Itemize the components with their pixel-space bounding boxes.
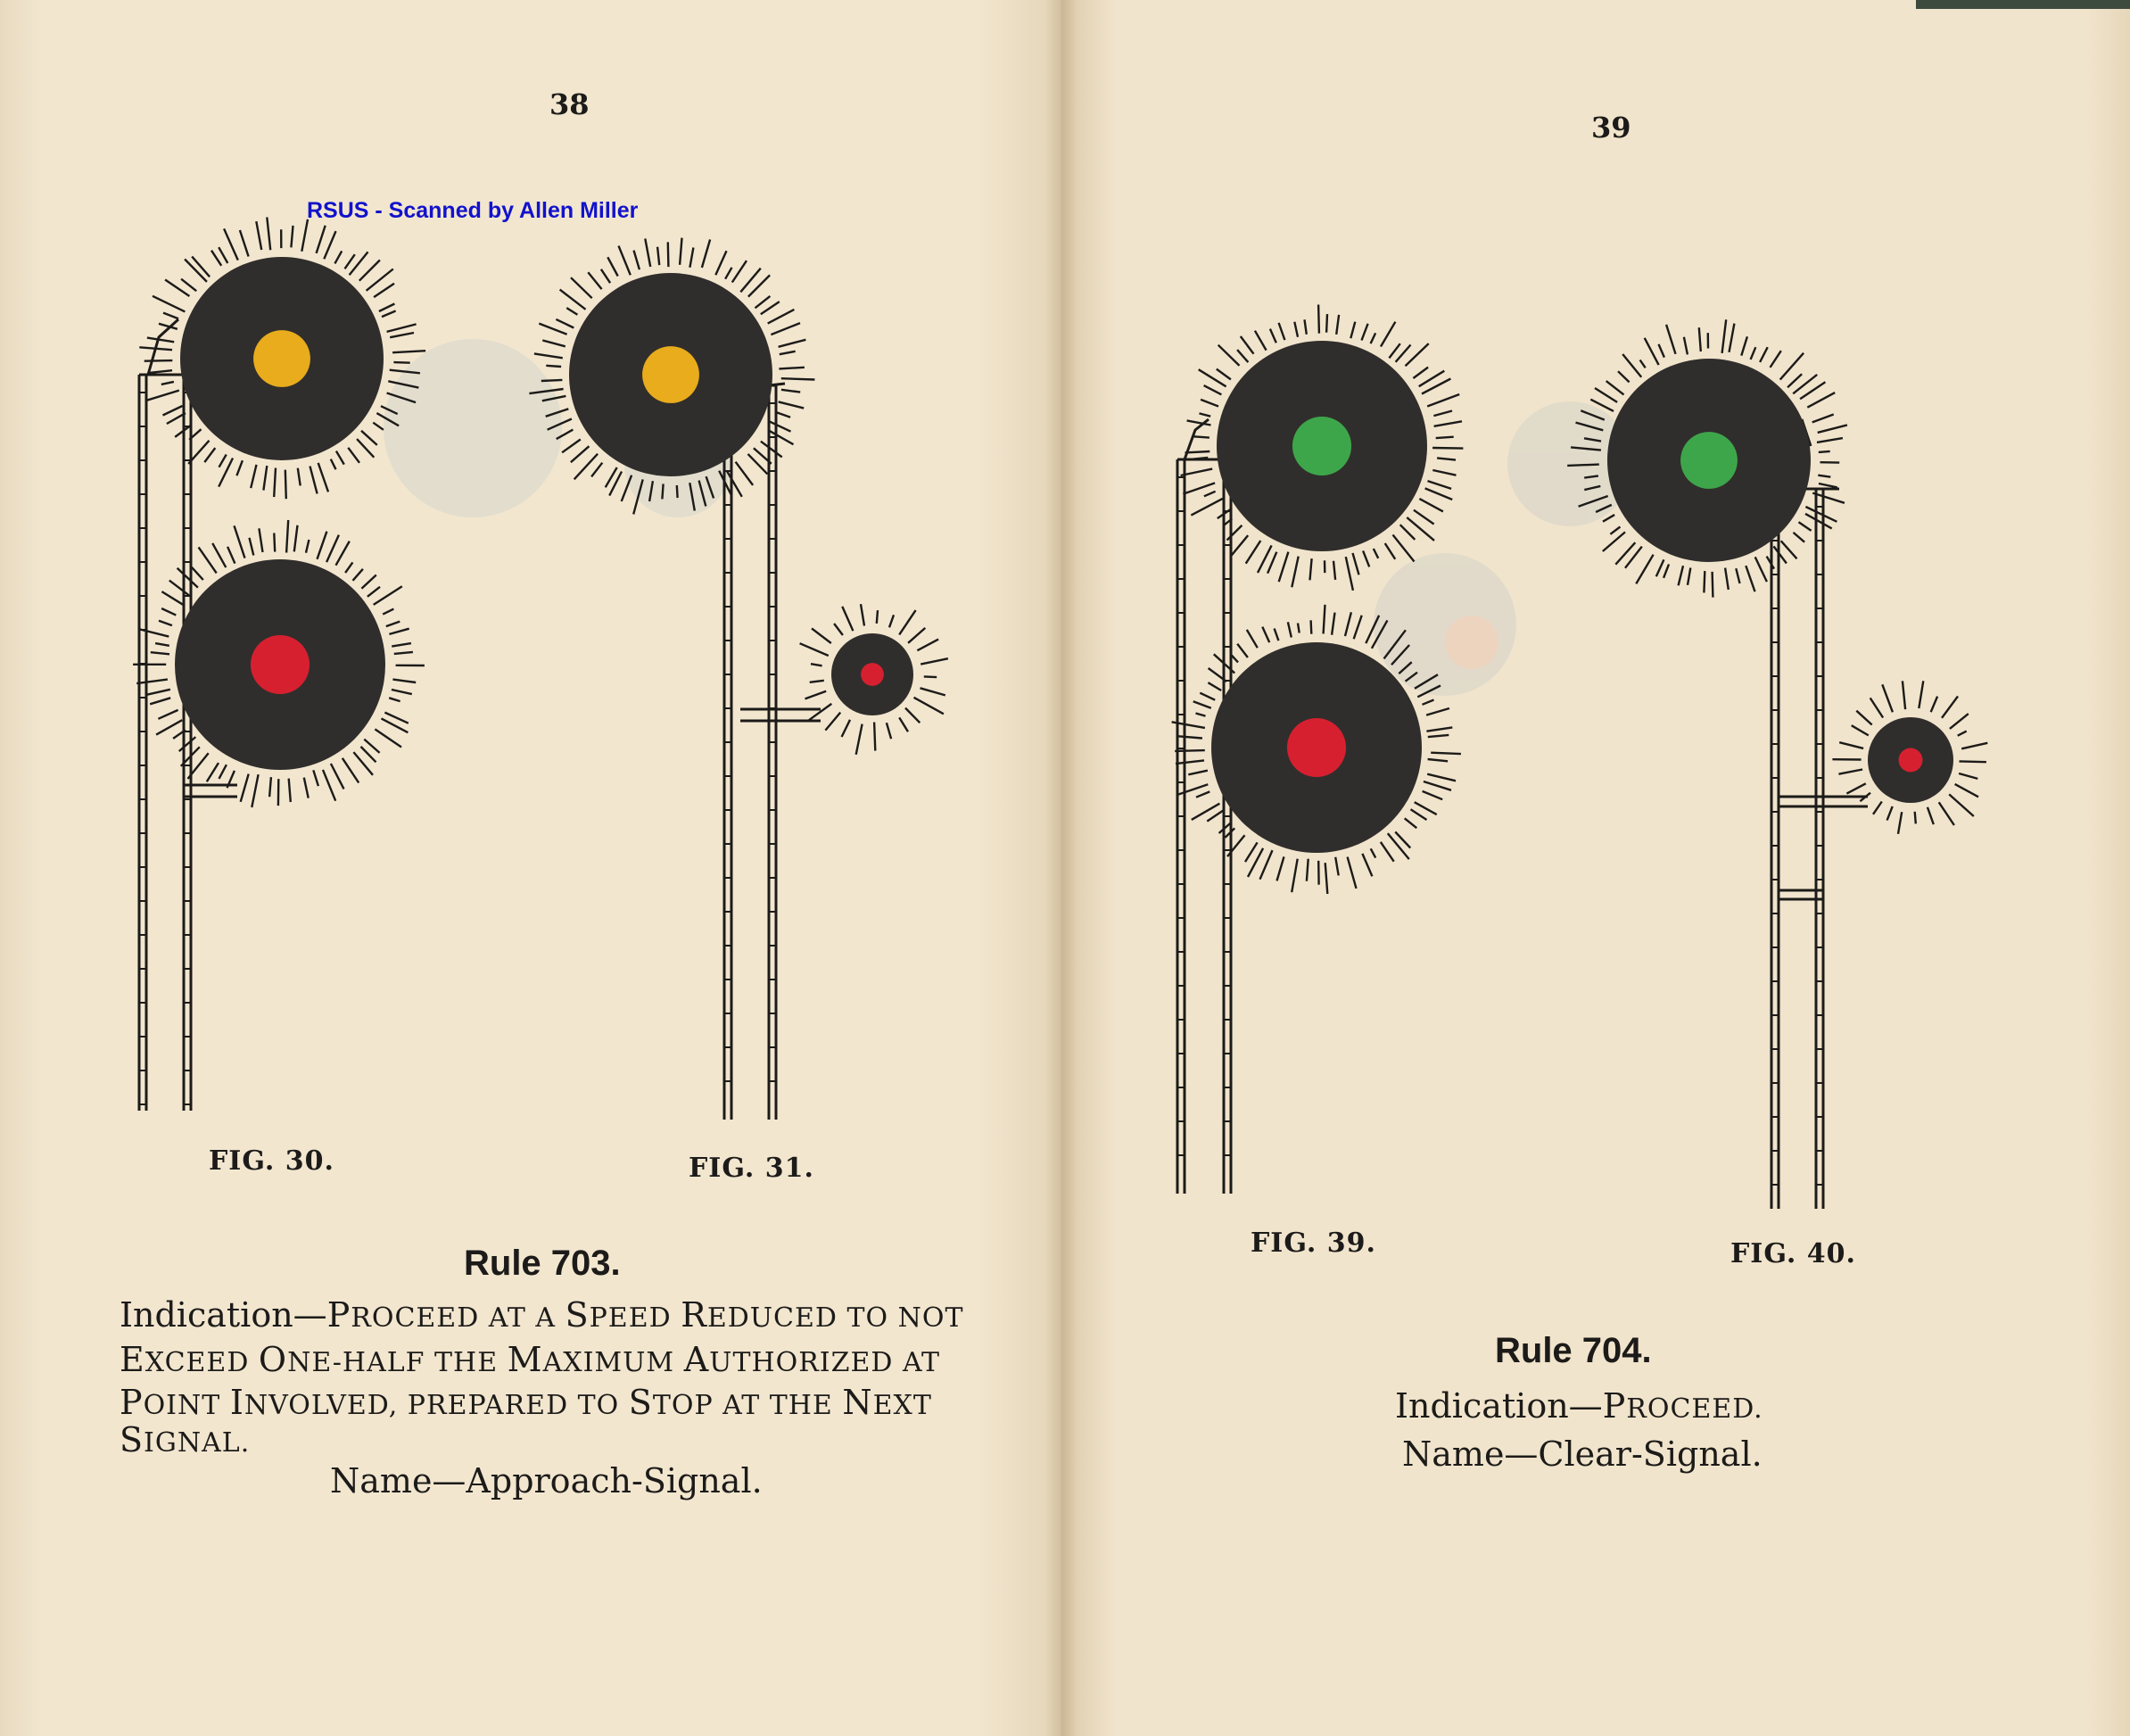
fig31-lower-signal bbox=[800, 604, 948, 755]
fig30-upper-signal-lamp-yellow bbox=[253, 330, 310, 387]
signal-name-704: Name—Clear-Signal. bbox=[1402, 1434, 1763, 1474]
indication-prefix: Indication— bbox=[1395, 1386, 1603, 1426]
bleed-disc-2 bbox=[1374, 553, 1516, 696]
fig40-lower-signal-lamp-red bbox=[1899, 748, 1923, 773]
indication-text: SIGNAL. bbox=[120, 1420, 251, 1459]
figure-label-31: FIG. 31. bbox=[689, 1153, 814, 1184]
indication-line-1 bbox=[120, 1295, 964, 1335]
fig30-upper-signal bbox=[139, 218, 425, 500]
indication-text: PROCEED AT A SPEED REDUCED TO NOT bbox=[326, 1295, 964, 1335]
indication-text: POINT INVOLVED, PREPARED TO STOP AT THE NEXT bbox=[120, 1383, 932, 1422]
fig40-upper-signal bbox=[1567, 319, 1847, 597]
page-number-left: 38 bbox=[549, 87, 590, 121]
indication-line-2 bbox=[120, 1340, 940, 1379]
figure-label-39: FIG. 39. bbox=[1251, 1228, 1376, 1259]
signal-name-703: Name—Approach-Signal. bbox=[330, 1461, 763, 1500]
bleed-lamp bbox=[1445, 616, 1498, 669]
fig39-lower-signal-lamp-red bbox=[1287, 718, 1346, 777]
indication-line-3 bbox=[120, 1383, 932, 1422]
indication-prefix: Indication— bbox=[120, 1295, 327, 1335]
fig40-lower-signal bbox=[1832, 681, 1987, 834]
indication-text: PROCEED. bbox=[1602, 1386, 1763, 1426]
rule-title-703: Rule 703. bbox=[464, 1244, 621, 1283]
fig31-upper-signal bbox=[529, 238, 814, 515]
fig30-mast bbox=[139, 375, 191, 1111]
figure-label-30: FIG. 30. bbox=[209, 1145, 334, 1177]
indication-line-704 bbox=[1395, 1386, 1763, 1426]
indication-line-4 bbox=[120, 1420, 250, 1459]
fig40-mast bbox=[1771, 489, 1823, 1209]
fig39-upper-signal-lamp-green bbox=[1292, 417, 1351, 475]
bleed-disc-0 bbox=[384, 339, 562, 517]
scan-watermark: RSUS - Scanned by Allen Miller bbox=[307, 198, 639, 223]
signal-discs bbox=[133, 218, 1987, 895]
fig39-mast bbox=[1177, 459, 1231, 1194]
rule-title-704: Rule 704. bbox=[1495, 1331, 1652, 1370]
figure-label-40: FIG. 40. bbox=[1730, 1238, 1856, 1269]
fig31-lower-signal-lamp-red bbox=[861, 663, 884, 686]
indication-text: EXCEED ONE-HALF THE MAXIMUM AUTHORIZED AT bbox=[120, 1340, 941, 1379]
fig30-lower-signal bbox=[133, 520, 425, 807]
fig30-lower-signal-lamp-red bbox=[251, 635, 310, 694]
fig40-upper-signal-lamp-green bbox=[1680, 432, 1738, 489]
fig31-upper-signal-lamp-yellow bbox=[642, 346, 699, 403]
page-number-right: 39 bbox=[1591, 111, 1631, 145]
